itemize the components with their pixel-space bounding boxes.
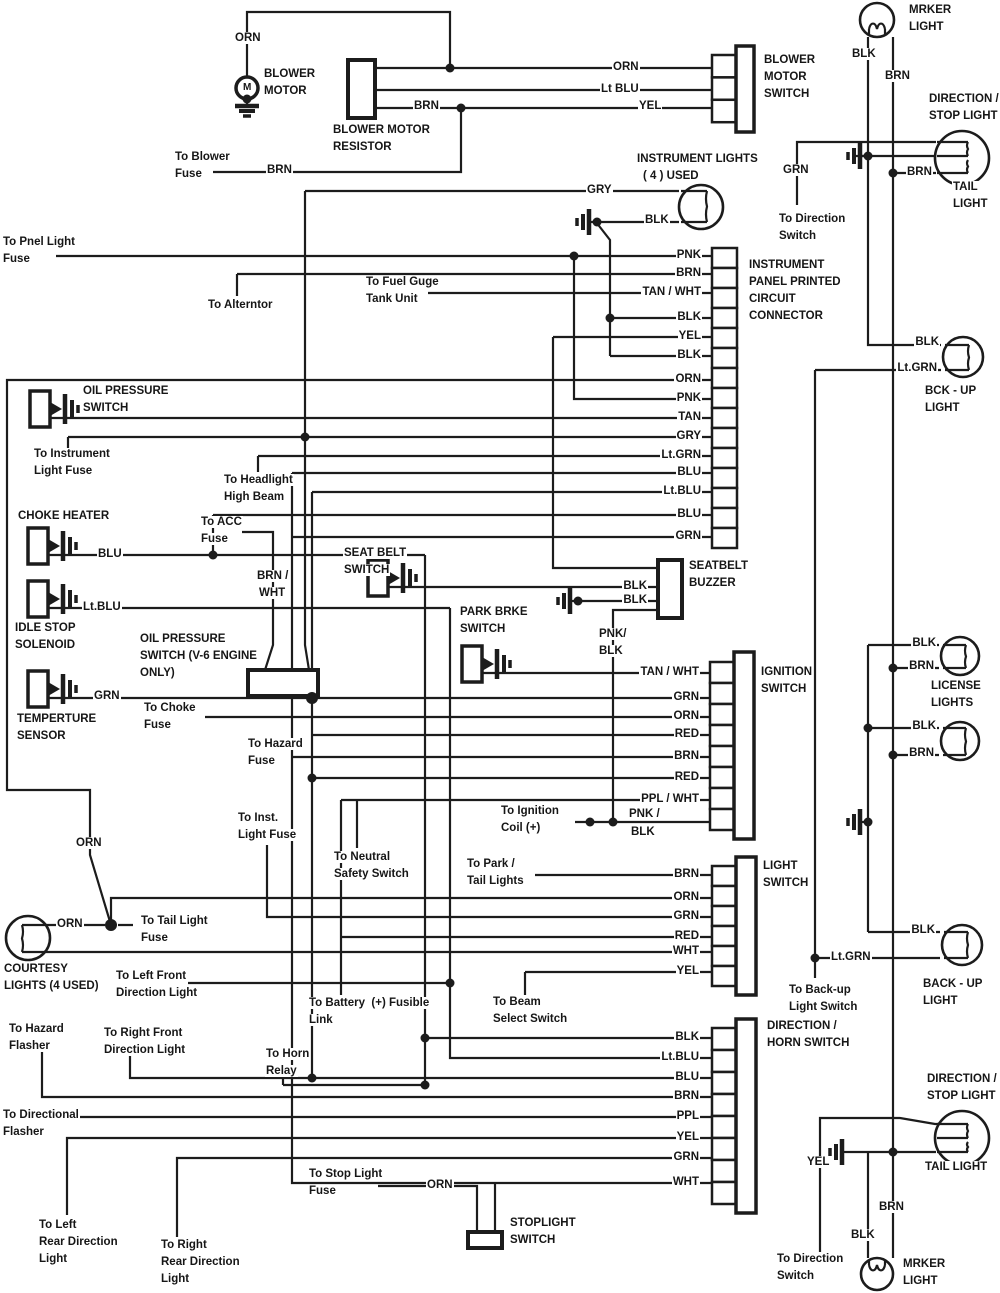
blu-choke: BLU [98, 548, 122, 560]
grn-temp: GRN [94, 690, 120, 702]
motor-m: M [243, 82, 252, 93]
to-direction-switch-top-1: To Direction [779, 213, 846, 225]
seat-belt-2: SWITCH [344, 564, 390, 576]
courtesy-1: COURTESY [4, 963, 68, 975]
dh-blu: BLU [675, 1071, 699, 1083]
bck-up-2: LIGHT [925, 402, 960, 414]
ign-grn: GRN [673, 691, 699, 703]
marker-top-label-2: LIGHT [909, 21, 944, 33]
dir-stop-bottom-1: DIRECTION / [927, 1073, 997, 1085]
to-pnel-1: To Pnel Light [3, 236, 75, 248]
ltblu-blower-switch: Lt BLU [601, 83, 639, 95]
direction-horn-2: HORN SWITCH [767, 1037, 850, 1049]
to-acc-2: Fuse [201, 533, 228, 545]
to-tail-fuse-1: To Tail Light [141, 915, 208, 927]
ign-pplwht: PPL / WHT [641, 793, 699, 805]
ign-tanwht: TAN / WHT [640, 666, 699, 678]
blower-motor-label-2: MOTOR [264, 85, 307, 97]
c1-blk-2: BLK [677, 349, 701, 361]
to-choke-2: Fuse [144, 719, 171, 731]
to-backup-switch-2: Light Switch [789, 1001, 858, 1013]
direction-horn-1: DIRECTION / [767, 1020, 837, 1032]
c1-yel: YEL [678, 330, 701, 342]
dh-wht: WHT [672, 1176, 699, 1188]
choke-heater-label: CHOKE HEATER [18, 510, 110, 522]
to-inst-light-fuse-1: To Inst. [238, 812, 279, 824]
c1-tanwht: TAN / WHT [642, 286, 701, 298]
to-stop-fuse-1: To Stop Light [309, 1168, 383, 1180]
dh-ltblu: Lt.BLU [661, 1051, 699, 1063]
bck-up-1: BCK - UP [925, 385, 977, 397]
ls-grn: GRN [673, 910, 699, 922]
to-ignition-coil-1: To Ignition [501, 805, 559, 817]
to-fuel-2: Tank Unit [366, 293, 418, 305]
stoplight-1: STOPLIGHT [510, 1217, 576, 1229]
marker-bottom-2: LIGHT [903, 1275, 938, 1287]
tail-bottom: TAIL LIGHT [925, 1161, 988, 1173]
c1-pnk-2: PNK [676, 392, 701, 404]
to-headlight-1: To Headlight [224, 474, 293, 486]
ls-wht: WHT [672, 945, 699, 957]
to-tail-fuse-2: Fuse [141, 932, 168, 944]
yel-blower-switch: YEL [639, 100, 662, 112]
grn-tail-top: GRN [783, 164, 809, 176]
to-left-front-2: Direction Light [116, 987, 198, 999]
ltgrn-backup-sw: Lt.GRN [831, 951, 871, 963]
to-blower-fuse-2: Fuse [175, 168, 202, 180]
brn-blower-fuse: BRN [267, 164, 292, 176]
blk-bckup: BLK [915, 336, 939, 348]
c1-tan: TAN [678, 411, 701, 423]
c1-grn: GRN [675, 530, 701, 542]
blower-switch-label-2: MOTOR [764, 71, 807, 83]
to-neutral-1: To Neutral [334, 851, 391, 863]
blower-resistor-label-1: BLOWER MOTOR [333, 124, 430, 136]
c1-brn: BRN [676, 267, 701, 279]
license-2: LIGHTS [931, 697, 974, 709]
to-stop-fuse-2: Fuse [309, 1185, 336, 1197]
orn-courtesy: ORN [57, 918, 83, 930]
buzzer-label-1: SEATBELT [689, 560, 748, 572]
to-ignition-coil-2: Coil (+) [501, 822, 541, 834]
blk-instr: BLK [645, 214, 669, 226]
ign-red-1: RED [674, 728, 699, 740]
to-horn-relay-2: Relay [266, 1065, 297, 1077]
to-right-front-1: To Right Front [104, 1027, 183, 1039]
stoplight-2: SWITCH [510, 1234, 556, 1246]
ignition-switch-2: SWITCH [761, 683, 807, 695]
to-inst-light-fuse-2: Light Fuse [238, 829, 297, 841]
dh-yel: YEL [676, 1131, 699, 1143]
ipc-label-2: PANEL PRINTED [749, 276, 841, 288]
c1-gry: GRY [676, 430, 701, 442]
brn-license-1: BRN [909, 660, 934, 672]
temp-sensor-1: TEMPERTURE [17, 713, 97, 725]
idle-stop-1: IDLE STOP [15, 622, 76, 634]
temp-sensor-2: SENSOR [17, 730, 66, 742]
ign-red-2: RED [674, 771, 699, 783]
tail-top-2: LIGHT [953, 198, 988, 210]
v6-label-2: SWITCH (V-6 ENGINE [140, 650, 257, 662]
to-battery-2: Link [309, 1014, 333, 1026]
ls-yel: YEL [676, 965, 699, 977]
blk-marker-top: BLK [852, 48, 876, 60]
to-blower-fuse-1: To Blower [175, 151, 230, 163]
ign-pnkblk-1: PNK / [629, 808, 660, 820]
v6-label-3: ONLY) [140, 667, 175, 679]
idle-stop-2: SOLENOID [15, 639, 76, 651]
ignition-switch-1: IGNITION [761, 666, 813, 678]
blower-resistor-label-2: RESISTOR [333, 141, 392, 153]
gry-instr: GRY [587, 184, 612, 196]
to-instr-fuse-2: Light Fuse [34, 465, 93, 477]
to-alterntor: To Alterntor [208, 299, 273, 311]
blower-switch-label-3: SWITCH [764, 88, 810, 100]
license-1: LICENSE [931, 680, 981, 692]
dh-grn: GRN [673, 1151, 699, 1163]
dh-ppl: PPL [676, 1110, 699, 1122]
marker-bottom-1: MRKER [903, 1258, 946, 1270]
orn-blower-top: ORN [235, 32, 261, 44]
c1-blu-1: BLU [677, 466, 701, 478]
ipc-label-1: INSTRUMENT [749, 259, 825, 271]
ipc-label-3: CIRCUIT [749, 293, 796, 305]
dh-blk: BLK [675, 1031, 699, 1043]
to-directional-1: To Directional [3, 1109, 79, 1121]
to-left-rear-1: To Left [39, 1219, 77, 1231]
orn-blower-switch: ORN [613, 61, 639, 73]
to-direction-switch-bottom-1: To Direction [777, 1253, 844, 1265]
oil-pressure-1: OIL PRESSURE [83, 385, 169, 397]
c1-ltgrn: Lt.GRN [661, 449, 701, 461]
v6-label-1: OIL PRESSURE [140, 633, 226, 645]
to-left-front-1: To Left Front [116, 970, 187, 982]
pnk-blk-buzzer-2: BLK [599, 645, 623, 657]
buzzer-label-2: BUZZER [689, 577, 736, 589]
oil-pressure-2: SWITCH [83, 402, 129, 414]
to-hazard-flasher-2: Flasher [9, 1040, 50, 1052]
blk-buzzer-1: BLK [623, 580, 647, 592]
to-headlight-2: High Beam [224, 491, 285, 503]
blk-backup: BLK [911, 924, 935, 936]
to-directional-2: Flasher [3, 1126, 44, 1138]
to-left-rear-2: Rear Direction [39, 1236, 118, 1248]
instrument-lights-1: INSTRUMENT LIGHTS [637, 153, 758, 165]
to-instr-fuse-1: To Instrument [34, 448, 110, 460]
back-up-1: BACK - UP [923, 978, 983, 990]
brn-bottom: BRN [879, 1201, 904, 1213]
light-switch-2: SWITCH [763, 877, 809, 889]
ipc-label-4: CONNECTOR [749, 310, 823, 322]
blower-switch-label-1: BLOWER [764, 54, 816, 66]
tail-top-1: TAIL [953, 181, 978, 193]
marker-top-label-1: MRKER [909, 4, 952, 16]
blk-bottom: BLK [851, 1229, 875, 1241]
back-up-2: LIGHT [923, 995, 958, 1007]
to-fuel-1: To Fuel Guge [366, 276, 439, 288]
dir-stop-bottom-2: STOP LIGHT [927, 1090, 996, 1102]
brn-wht-1: BRN / [257, 570, 289, 582]
to-choke-1: To Choke [144, 702, 196, 714]
c1-blu-2: BLU [677, 508, 701, 520]
blk-license-2: BLK [912, 720, 936, 732]
to-left-rear-3: Light [39, 1253, 68, 1265]
c1-pnk-1: PNK [676, 249, 701, 261]
brn-tail-top: BRN [907, 166, 932, 178]
brn-marker-top: BRN [885, 70, 910, 82]
to-battery-1: To Battery (+) Fusible [309, 997, 430, 1009]
c1-orn: ORN [675, 373, 701, 385]
to-hazard-fuse-1: To Hazard [248, 738, 303, 750]
dh-brn: BRN [674, 1090, 699, 1102]
to-right-rear-2: Rear Direction [161, 1256, 240, 1268]
to-acc-1: To ACC [201, 516, 242, 528]
to-beam-2: Select Switch [493, 1013, 568, 1025]
pnk-blk-buzzer-1: PNK/ [599, 628, 627, 640]
blk-license-1: BLK [912, 637, 936, 649]
to-direction-switch-top-2: Switch [779, 230, 817, 242]
brn-license-2: BRN [909, 747, 934, 759]
light-switch-1: LIGHT [763, 860, 798, 872]
dir-stop-top-1: DIRECTION / [929, 93, 999, 105]
ls-orn: ORN [673, 891, 699, 903]
orn-stoplight: ORN [427, 1179, 453, 1191]
dir-stop-top-2: STOP LIGHT [929, 110, 998, 122]
c1-ltblu: Lt.BLU [663, 485, 701, 497]
to-right-rear-1: To Right [161, 1239, 207, 1251]
to-park-tail-2: Tail Lights [467, 875, 524, 887]
to-right-rear-3: Light [161, 1273, 190, 1285]
yel-bottom: YEL [807, 1156, 830, 1168]
seat-belt-1: SEAT BELT [344, 547, 407, 559]
ign-orn: ORN [673, 710, 699, 722]
blower-motor-label-1: BLOWER [264, 68, 316, 80]
orn-loop: ORN [76, 837, 102, 849]
to-hazard-flasher-1: To Hazard [9, 1023, 64, 1035]
ign-pnkblk-2: BLK [631, 826, 655, 838]
instrument-lights-2: ( 4 ) USED [643, 170, 699, 182]
to-pnel-2: Fuse [3, 253, 30, 265]
brn-resistor: BRN [414, 100, 439, 112]
to-horn-relay-1: To Horn [266, 1048, 310, 1060]
ls-brn: BRN [674, 868, 699, 880]
to-right-front-2: Direction Light [104, 1044, 186, 1056]
c1-blk-1: BLK [677, 311, 701, 323]
ls-red: RED [674, 930, 699, 942]
to-park-tail-1: To Park / [467, 858, 515, 870]
to-direction-switch-bottom-2: Switch [777, 1270, 815, 1282]
park-brke-1: PARK BRKE [460, 606, 528, 618]
ltblu-idle: Lt.BLU [83, 601, 121, 613]
to-backup-switch-1: To Back-up [789, 984, 851, 996]
ltgrn-bckup: Lt.GRN [897, 362, 937, 374]
to-hazard-fuse-2: Fuse [248, 755, 275, 767]
to-neutral-2: Safety Switch [334, 868, 409, 880]
courtesy-2: LIGHTS (4 USED) [4, 980, 99, 992]
to-beam-1: To Beam [493, 996, 541, 1008]
park-brke-2: SWITCH [460, 623, 506, 635]
blk-buzzer-2: BLK [623, 594, 647, 606]
ign-brn: BRN [674, 750, 699, 762]
brn-wht-2: WHT [259, 587, 286, 599]
